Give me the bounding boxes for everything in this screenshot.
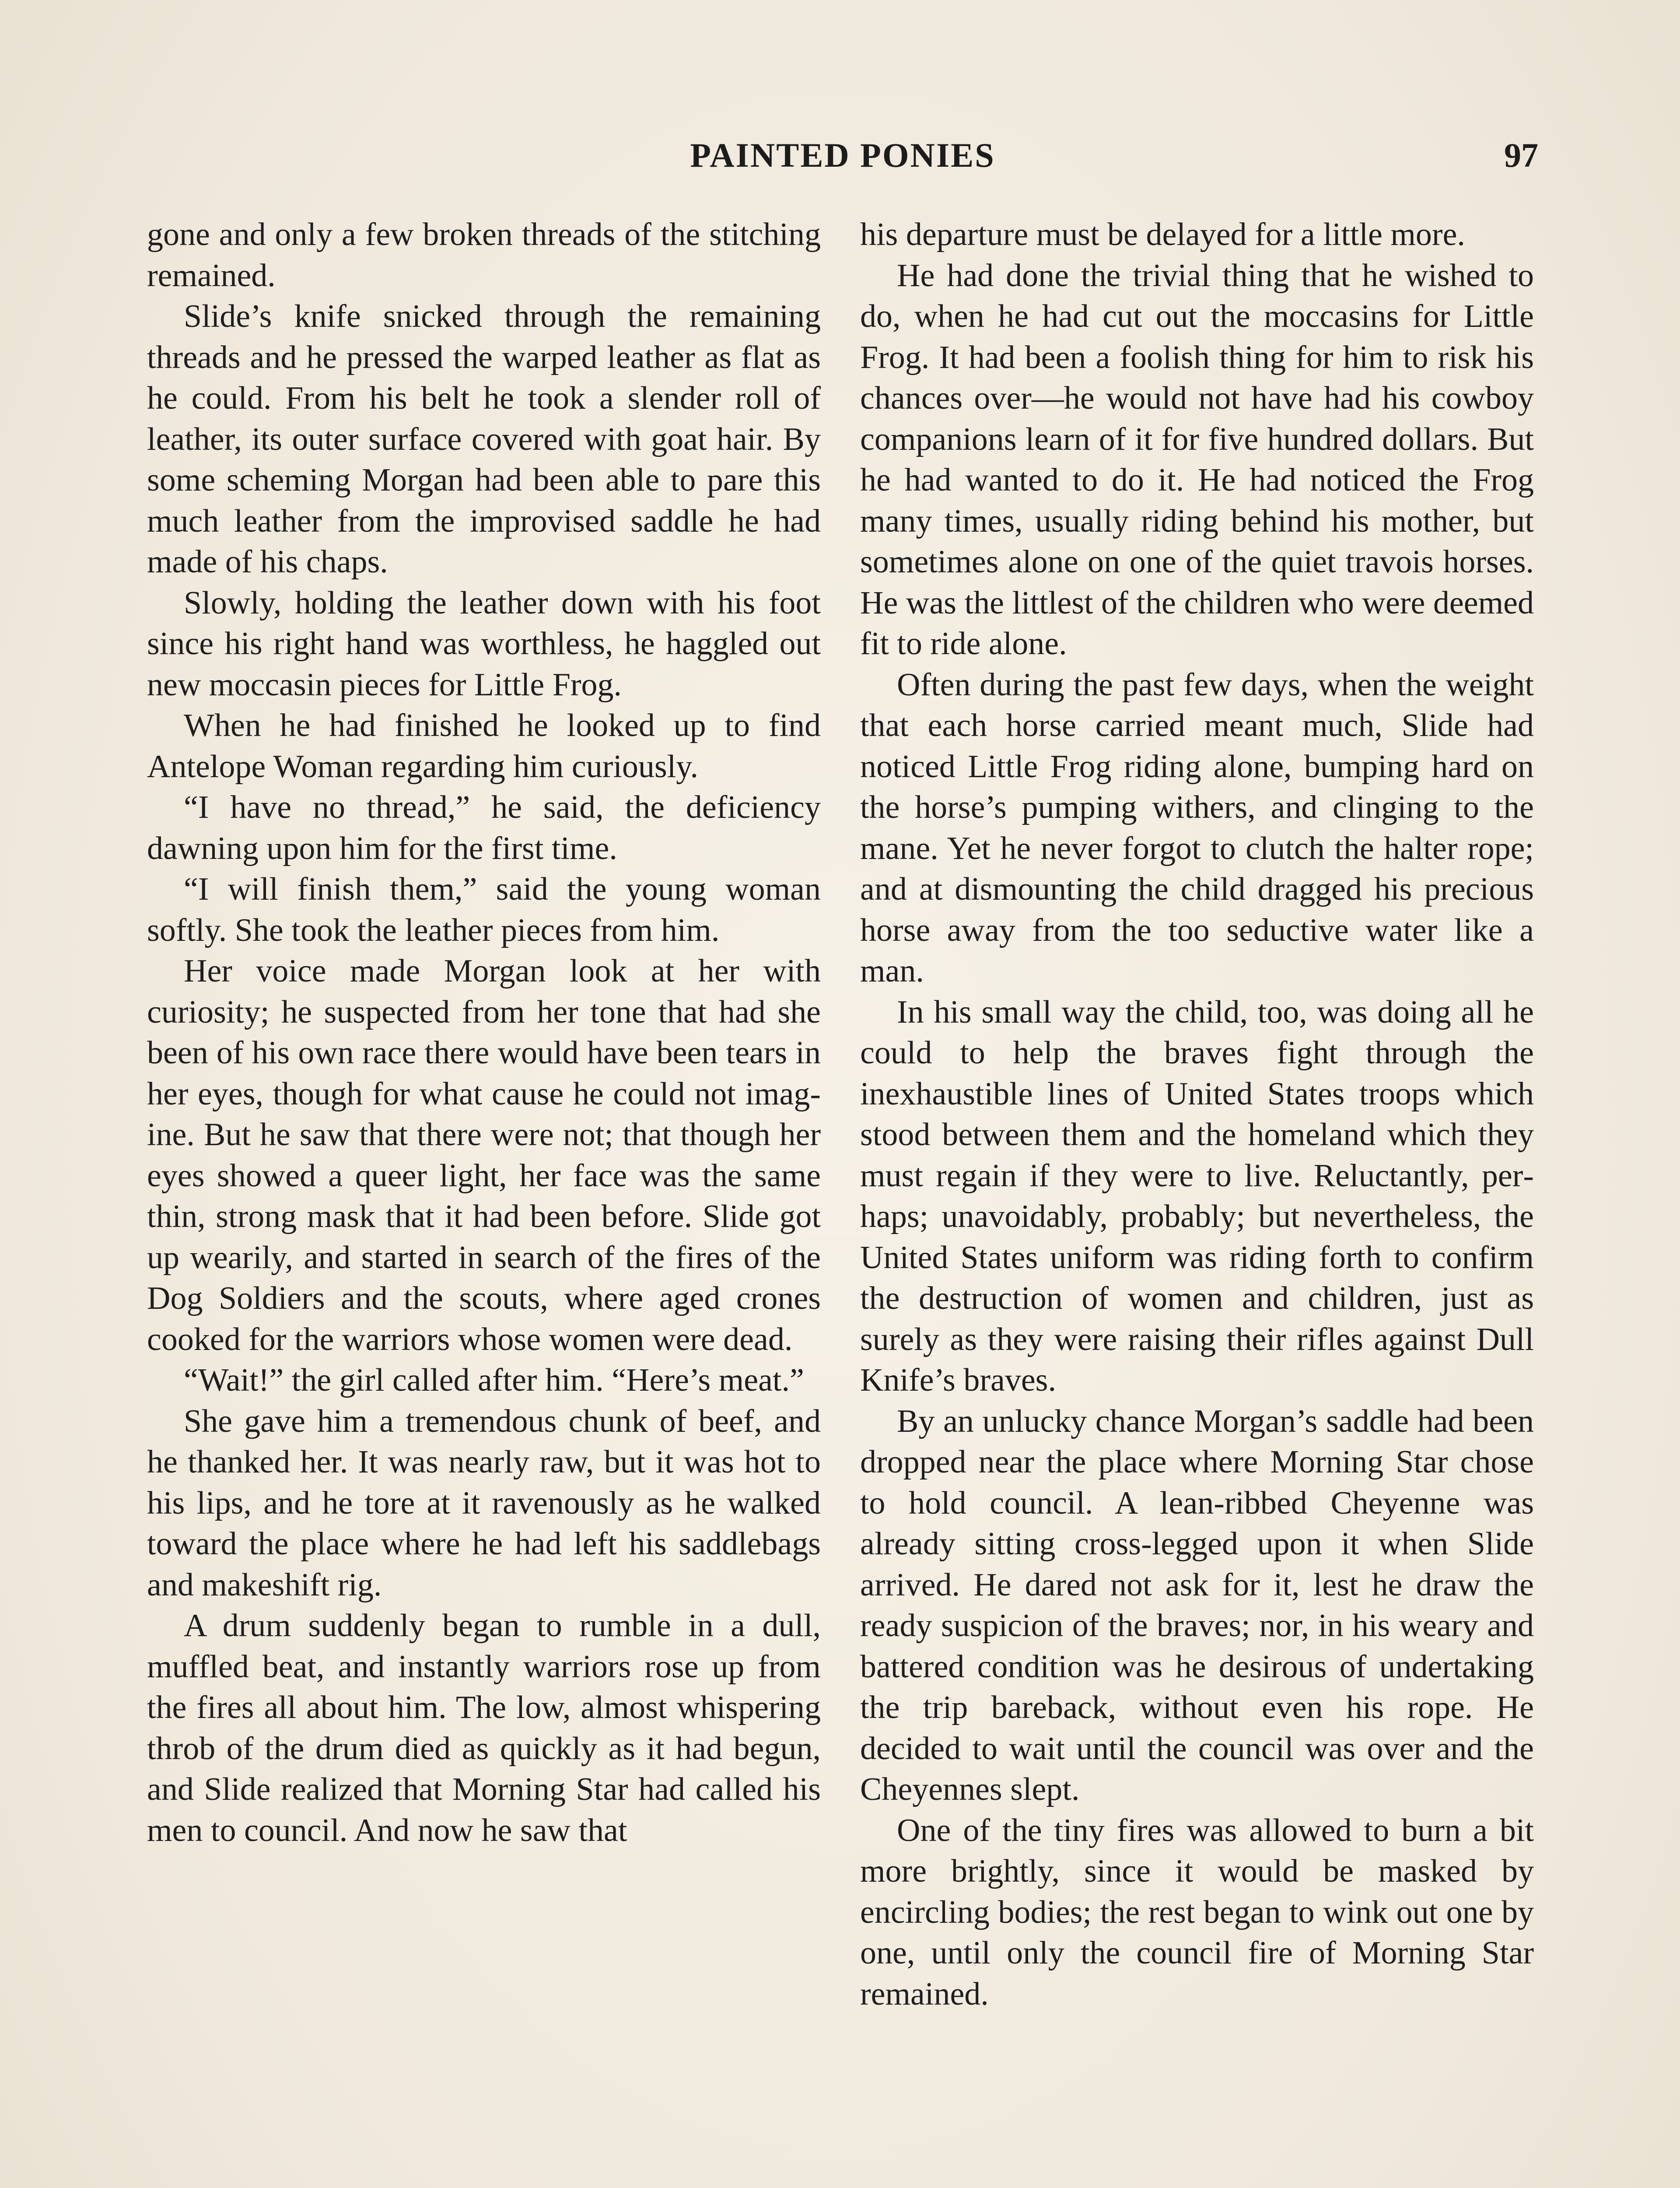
paragraph: “Wait!” the girl called after him. “Here’s meat.”	[184, 1362, 804, 1398]
paragraph: In his small way the child, too, was doing all he could to help the braves fight through the inexhaustible lines of United States troops which stood between them and the homeland which they must regain if they were to live. Reluctantly, perhaps; unavoidably, probably; but nevertheless, the United States uniform was riding forth to confirm the destruction of women and children, just as surely as they were raising their rifles against Dull Knife’s braves.	[860, 994, 1534, 1398]
paragraph: Slide’s knife snicked through the remaining threads and he pressed the warped leather as flat as he could. From his belt he took a slender roll of leather, its outer surface covered with goat hair. By some scheming Morgan had been able to pare this much leather from the improvised saddle he had made of his chaps.	[147, 298, 821, 580]
left-column	[147, 214, 821, 1851]
paragraph: “I have no thread,” he said, the deficiency dawning upon him for the first time.	[147, 789, 821, 866]
paragraph: One of the tiny fires was allowed to burn a bit more brightly, since it would be masked by encircling bodies; the rest began to wink out one by one, until only the council fire of Morning Star remained.	[860, 1812, 1534, 2012]
paragraph: A drum suddenly began to rumble in a dull, muffled beat, and instantly warriors rose up from the fires all about him. The low, almost whispering throb of the drum died as quickly as it had begun, and Slide realized that Morning Star had called his men to council. And now he saw that	[147, 1608, 821, 1848]
running-title: PAINTED PONIES	[690, 136, 995, 174]
right-column	[860, 214, 1534, 2015]
paragraph: Her voice made Morgan look at her with curiosity; he suspected from her tone that had she been of his own race there would have been tears in her eyes, though for what cause he could not imagine. But he saw that there were not; that though her eyes showed a queer light, her face was the same thin, strong mask that it had been before. Slide got up wearily, and started in search of the fires of the Dog Soldiers and the scouts, where aged crones cooked for the warriors whose women were dead.	[147, 953, 821, 1357]
paragraph: gone and only a few broken threads of the stitching remained.	[147, 217, 821, 294]
running-head	[147, 131, 1538, 179]
page-number: 97	[1504, 136, 1538, 174]
paragraph: When he had finished he looked up to find Antelope Woman regarding him curiously.	[147, 708, 821, 785]
paragraph: “I will finish them,” said the young woman softly. She took the leather pieces from him.	[147, 871, 821, 948]
paragraph: By an unlucky chance Morgan’s saddle had been dropped near the place where Morning Star chose to hold council. A lean-ribbed Cheyenne was already sitting cross-legged upon it when Slide arrived. He dared not ask for it, lest he draw the ready suspicion of the braves; nor, in his weary and battered condition was he desirous of undertaking the trip bareback, without even his rope. He decided to wait until the council was over and the Cheyennes slept.	[860, 1403, 1534, 1807]
paragraph: Slowly, holding the leather down with his foot since his right hand was worthless, he haggled out new moccasin pieces for Little Frog.	[147, 585, 821, 703]
paragraph: He had done the trivial thing that he wished to do, when he had cut out the moccasins for Little Frog. It had been a foolish thing for him to risk his chances over—he would not have had his cowboy companions learn of it for five hundred dollars. But he had wanted to do it. He had noticed the Frog many times, usually riding behind his mother, but sometimes alone on one of the quiet travois horses. He was the littlest of the children who were deemed fit to ride alone.	[860, 257, 1534, 662]
paragraph: She gave him a tremendous chunk of beef, and he thanked her. It was nearly raw, but it was hot to his lips, and he tore at it ravenously as he walked toward the place where he had left his saddlebags and makeshift rig.	[147, 1403, 821, 1603]
paragraph: Often during the past few days, when the weight that each horse carried meant much, Slide had noticed Little Frog riding alone, bumping hard on the horse’s pumping withers, and clinging to the mane. Yet he never forgot to clutch the halter rope; and at dismounting the child dragged his precious horse away from the too seductive water like a man.	[860, 666, 1534, 989]
paragraph: his departure must be delayed for a little more.	[860, 217, 1465, 252]
